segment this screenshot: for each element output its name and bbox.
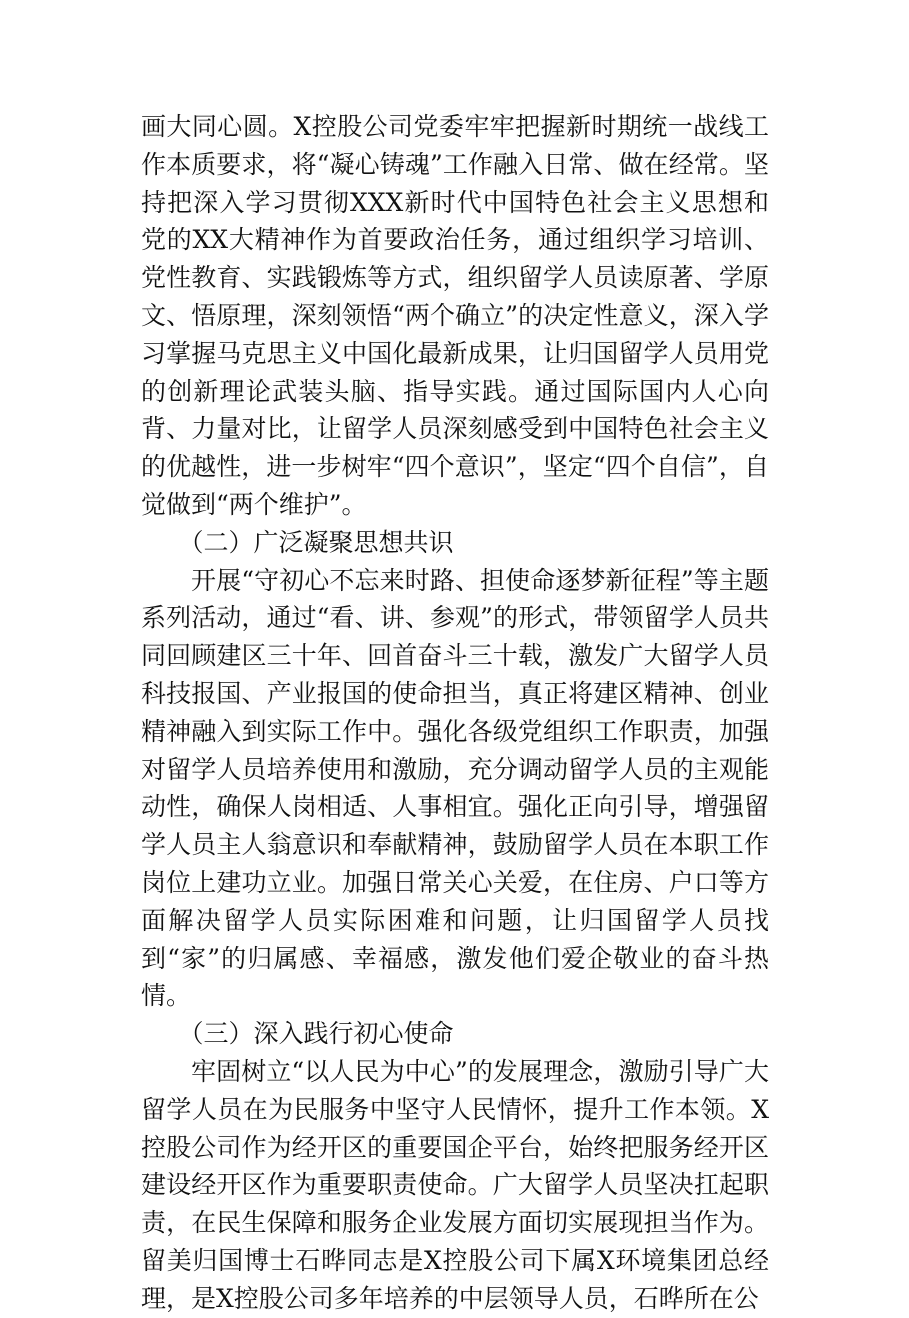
body-paragraph-1: 画大同心圆。X控股公司党委牢牢把握新时期统一战线工作本质要求，将“凝心铸魂”工作融入日常、做在经常。坚持把深入学习贯彻XXX新时代中国特色社会主义思想和党的XX大精神作为首要政治任务，通过组织学习培训、党性教育、实践锻炼等方式，组织留学人员读原著、学原文、悟原理，深刻领悟“两个确立”的决定性意义，深入学习掌握马克思主义中国化最新成果，让归国留学人员用党的创新理论武装头脑、指导实践。通过国际国内人心向背、力量对比，让留学人员深刻感受到中国特色社会主义的优越性，进一步树牢“四个意识”，坚定“四个自信”，自觉做到“两个维护”。 xyxy=(141,112,769,519)
document-body xyxy=(141,108,769,1318)
section-heading-2: （二）广泛凝聚思想共识 xyxy=(178,527,454,557)
section-heading-3: （三）深入践行初心使命 xyxy=(178,1019,454,1049)
body-paragraph-3: 牢固树立“以人民为中心”的发展理念，激励引导广大留学人员在为民服务中坚守人民情怀，提升工作本领。X控股公司作为经开区的重要国企平台，始终把服务经开区建设经开区作为重要职责使命。广大留学人员坚决扛起职责，在民生保障和服务企业发展方面切实展现担当作为。留美归国博士石晔同志是X控股公司下属X环境集团总经理，是X控股公司多年培养的中层领导人员，石晔所在公 xyxy=(141,1056,769,1313)
body-paragraph-2: 开展“守初心不忘来时路、担使命逐梦新征程”等主题系列活动，通过“看、讲、参观”的形式，带领留学人员共同回顾建区三十年、回首奋斗三十载，激发广大留学人员科技报国、产业报国的使命担当，真正将建区精神、创业精神融入到实际工作中。强化各级党组织工作职责，加强对留学人员培养使用和激励，充分调动留学人员的主观能动性，确保人岗相适、人事相宜。强化正向引导，增强留学人员主人翁意识和奉献精神，鼓励留学人员在本职工作岗位上建功立业。加强日常关心关爱，在住房、户口等方面解决留学人员实际困难和问题，让归国留学人员找到“家”的归属感、幸福感，激发他们爱企敬业的奋斗热情。 xyxy=(141,565,769,1011)
